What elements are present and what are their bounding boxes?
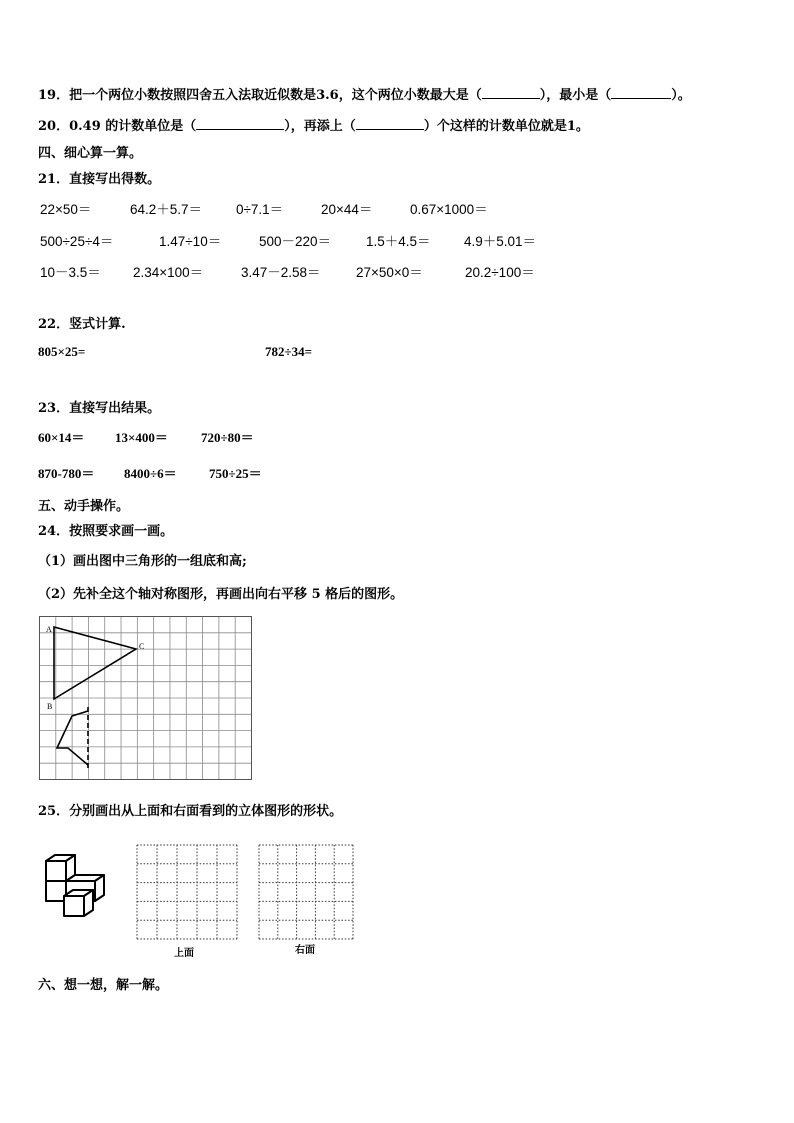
calc-item: 20×44＝: [321, 202, 373, 217]
question-24-title: 24．按照要求画一画。: [38, 524, 174, 539]
triangle-abc: [54, 627, 136, 699]
answer-blank[interactable]: [482, 87, 540, 99]
number-value: 3.6: [316, 88, 339, 103]
question-22-title: 22．竖式计算.: [38, 317, 126, 332]
calc-item: 500÷25÷4＝: [40, 234, 114, 249]
top-view-dotted-grid[interactable]: [134, 842, 240, 942]
section-heading-6: 六、想一想，解一解。: [38, 978, 169, 993]
right-view-caption: 右面: [295, 945, 315, 956]
q24-square-grid[interactable]: [38, 615, 254, 783]
vertical-calc-item: 782÷34=: [265, 344, 313, 359]
question-text: ），再添上（: [284, 119, 356, 134]
calc-item: 1.5＋4.5＝: [366, 234, 431, 249]
question-text: 把一个两位小数按照四舍五入法取近似数是: [69, 88, 317, 103]
calc-item: 27×50×0＝: [356, 265, 423, 280]
question-number: 19．: [38, 88, 70, 103]
calc-item: 64.2＋5.7＝: [130, 202, 203, 217]
answer-blank[interactable]: [196, 118, 284, 130]
top-view-caption: 上面: [174, 948, 194, 959]
calc-item: 0.67×1000＝: [410, 202, 488, 217]
calc-item: 13×400＝: [115, 430, 168, 445]
calc-item: 0÷7.1＝: [236, 202, 284, 217]
calc-item: 22×50＝: [40, 202, 92, 217]
question-19: [38, 84, 691, 103]
question-text: ）个这样的计数单位就是: [423, 119, 567, 134]
answer-blank[interactable]: [611, 87, 671, 99]
right-view-dotted-grid[interactable]: [256, 842, 356, 942]
section-heading-5: 五、动手操作。: [38, 499, 130, 514]
vertex-label-c: C: [139, 642, 145, 651]
calc-item: 870-780＝: [38, 466, 95, 481]
question-text: ）。: [671, 88, 691, 103]
question-number: 20．: [38, 119, 70, 134]
number-value: 0.49: [69, 119, 101, 134]
question-24-sub1: （1）画出图中三角形的一组底和高;: [38, 554, 247, 569]
number-value: 1: [566, 119, 576, 134]
calc-item: 2.34×100＝: [133, 265, 204, 280]
vertical-calc-item: 805×25=: [38, 344, 86, 359]
question-23-title: 23．直接写出结果。: [38, 401, 161, 416]
section-heading-4: 四、细心算一算。: [38, 146, 143, 161]
question-21-title: 21．直接写出得数。: [38, 172, 161, 187]
question-20: [38, 115, 589, 134]
calc-item: 4.9＋5.01＝: [464, 234, 537, 249]
vertex-label-b: B: [47, 702, 53, 711]
calc-item: 1.47÷10＝: [159, 234, 222, 249]
calc-item: 3.47－2.58＝: [241, 265, 321, 280]
calc-item: 750÷25＝: [209, 466, 262, 481]
calc-item: 8400÷6＝: [124, 466, 177, 481]
question-text: ），最小是（: [539, 88, 612, 103]
calc-item: 720÷80＝: [201, 430, 254, 445]
question-24-sub2: （2）先补全这个轴对称图形，再画出向右平移 5 格后的图形。: [38, 587, 404, 602]
calc-item: 20.2÷100＝: [465, 265, 535, 280]
question-text: 。: [575, 119, 589, 134]
question-text: ，这个两位小数最大是（: [338, 88, 482, 103]
calc-item: 10－3.5＝: [40, 265, 101, 280]
vertex-label-a: A: [46, 625, 52, 634]
question-25-title: 25．分别画出从上面和右面看到的立体图形的形状。: [38, 804, 343, 819]
answer-blank[interactable]: [356, 118, 424, 130]
question-text: 的计数单位是（: [100, 119, 197, 134]
cube-solid-figure: [38, 852, 112, 920]
calc-item: 500－220＝: [259, 234, 332, 249]
calc-item: 60×14＝: [38, 430, 85, 445]
